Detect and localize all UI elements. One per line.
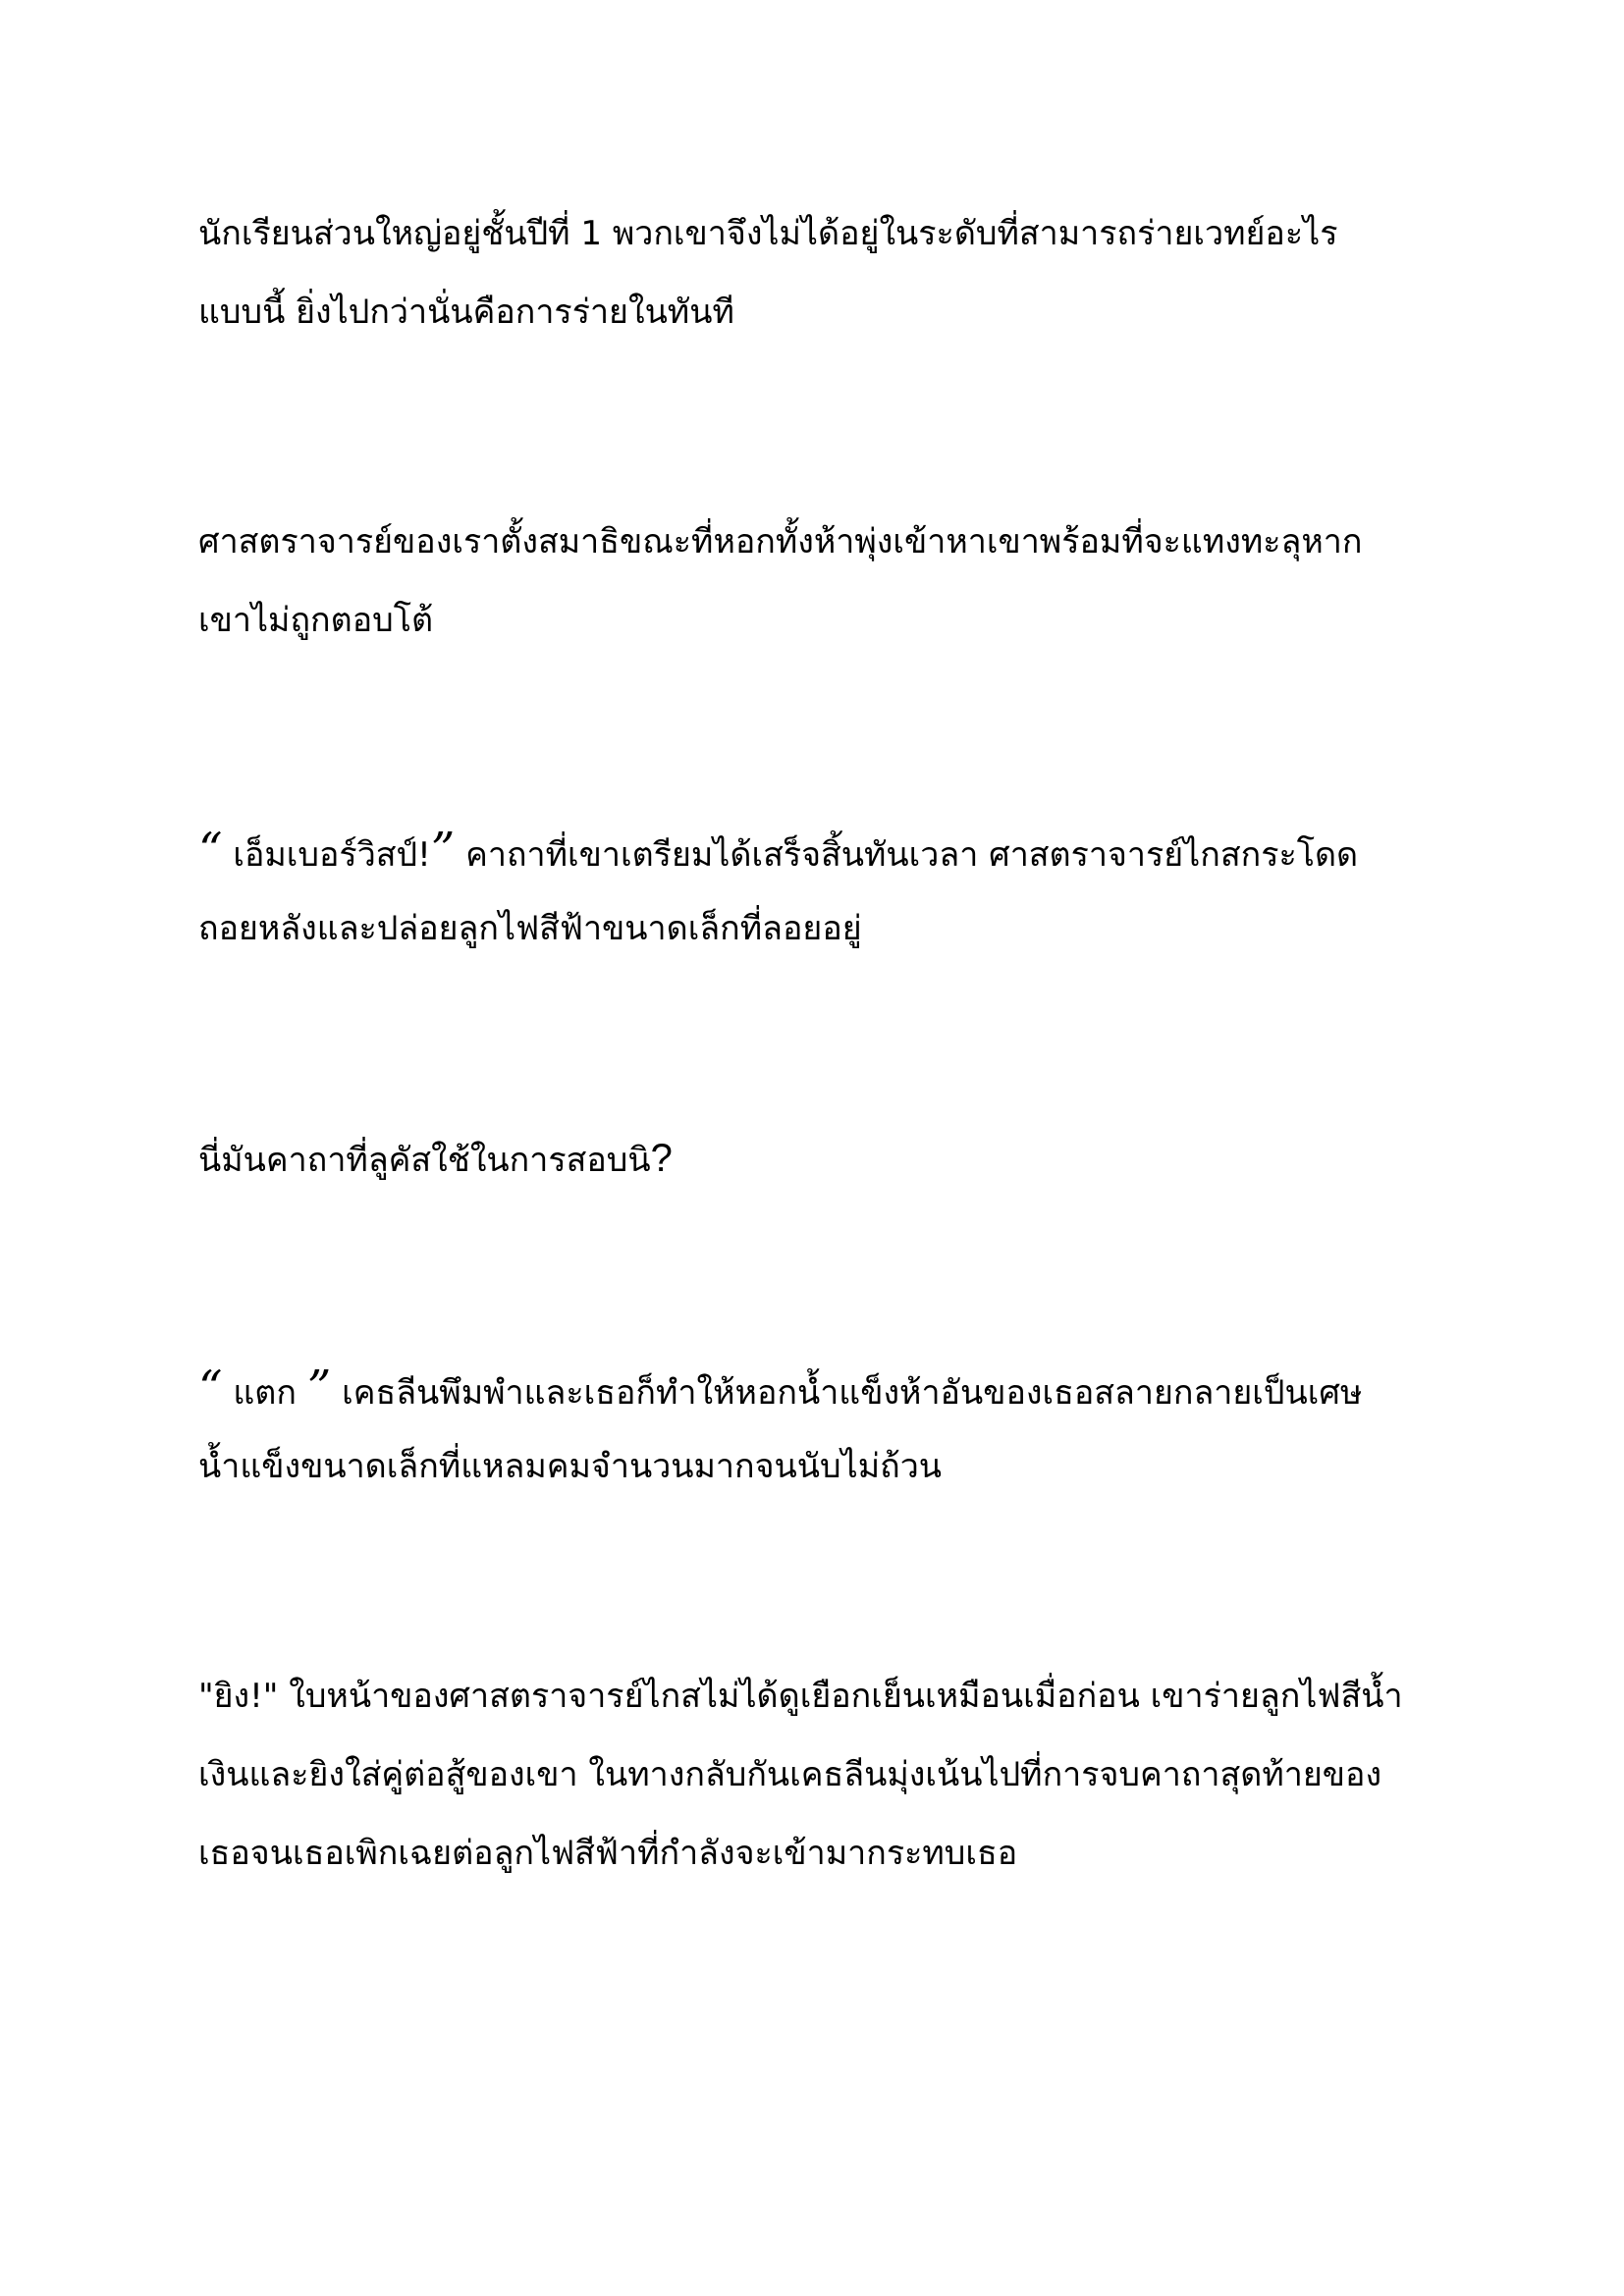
text-line: น้ำแข็งขนาดเล็กที่แหลมคมจำนวนมากจนนับไม่ถ้วน — [198, 1447, 943, 1486]
text-line: นักเรียนส่วนใหญ่อยู่ชั้นปีที่ 1 พวกเขาจึงไม่ได้อยู่ในระดับที่สามารถร่ายเวทย์อะไร — [198, 214, 1338, 253]
text-line: "ยิง!" ใบหน้าของศาสตราจารย์ไกสไม่ได้ดูเยือกเย็นเหมือนเมื่อก่อน เขาร่ายลูกไฟสีน้ำ — [198, 1677, 1403, 1716]
text-line: ศาสตราจารย์ของเราตั้งสมาธิขณะที่หอกทั้งห้าพุ่งเข้าหาเขาพร้อมที่จะแทงทะลุหาก — [198, 522, 1363, 561]
open-quote: “ — [198, 1361, 223, 1415]
text-line: เธอจนเธอเพิกเฉยต่อลูกไฟสีฟ้าที่กำลังจะเข้ามากระทบเธอ — [198, 1834, 1018, 1873]
paragraph-3 — [198, 811, 1455, 968]
thought-text: นี่มันคาถาที่ลูคัสใช้ในการสอบนิ — [198, 1141, 651, 1180]
spell-name: แตก — [222, 1373, 307, 1413]
open-quote: “ — [198, 823, 223, 878]
close-quote: ” — [430, 823, 456, 878]
paragraph-5 — [198, 1349, 1455, 1506]
text-line: แบบนี้ ยิ่งไปกว่านั่นคือการร่ายในทันที — [198, 293, 734, 332]
text-line — [198, 811, 1455, 889]
paragraph-2 — [198, 503, 1455, 660]
text-line: ถอยหลังและปล่อยลูกไฟสีฟ้าขนาดเล็กที่ลอยอยู่ — [198, 909, 862, 948]
narration-text: คาถาที่เขาเตรียมได้เสร็จสิ้นทันเวลา ศาสตราจารย์ไกสกระโดด — [455, 835, 1359, 875]
text-line — [198, 1349, 1455, 1427]
text-line: เขาไม่ถูกตอบโต้ — [198, 601, 434, 640]
close-quote: ” — [306, 1361, 332, 1415]
paragraph-4 — [198, 1119, 1455, 1198]
text-line: เงินและยิงใส่คู่ต่อสู้ของเขา ในทางกลับกันเคธลีนมุ่งเน้นไปที่การจบคาถาสุดท้ายของ — [198, 1755, 1382, 1794]
paragraph-1 — [198, 194, 1455, 351]
spell-name: เอ็มเบอร์วิสป์! — [222, 835, 431, 875]
paragraph-6 — [198, 1657, 1455, 1893]
question-mark: ? — [650, 1137, 673, 1180]
narration-text: เคธลีนพึมพำและเธอก็ทำให้หอกน้ำแข็งห้าอันของเธอสลายกลายเป็นเศษ — [331, 1373, 1363, 1413]
text-line — [198, 1119, 1455, 1198]
